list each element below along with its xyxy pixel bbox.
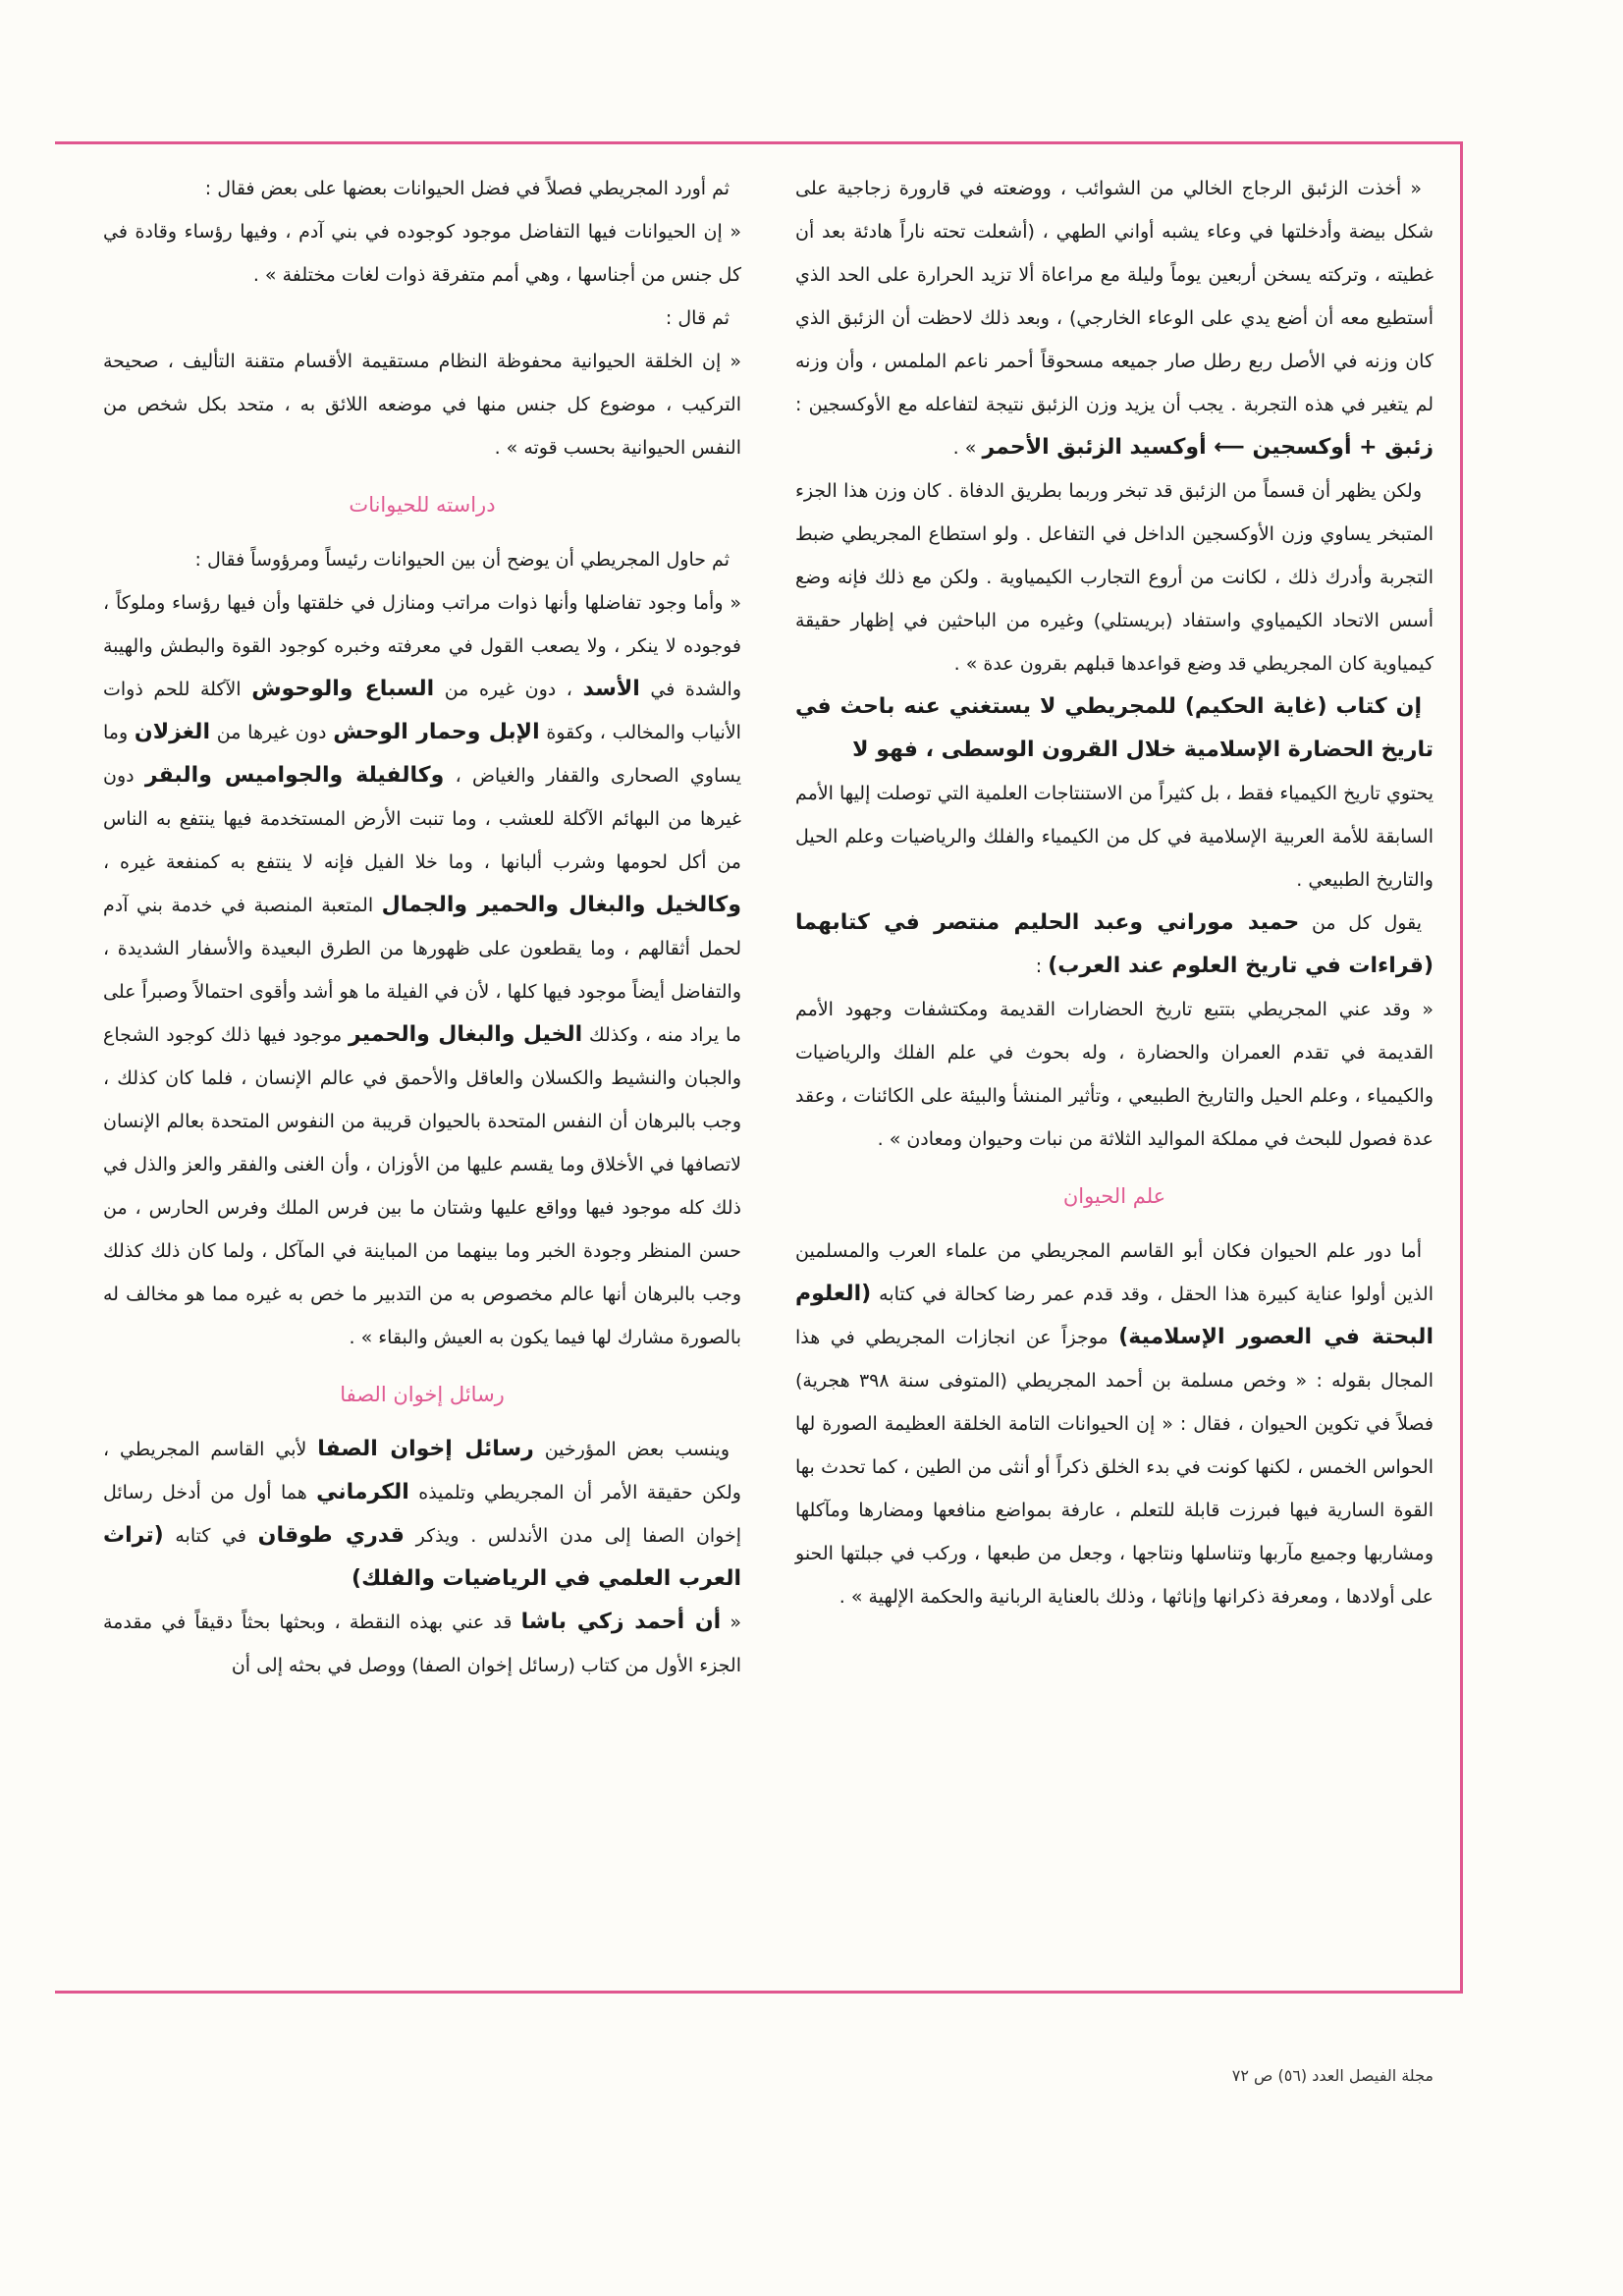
book-reference: (العلوم البحتة في العصور الإسلامية) <box>795 1282 1434 1349</box>
book-reference: حميد موراني وعبد الحليم منتصر في كتابهما (قراءات في تاريخ العلوم عند العرب) <box>795 910 1434 978</box>
quote-paragraph: « وأما وجود تفاضلها وأنها ذوات مراتب ومنازل في خلقتها وأن فيها رؤساء وملوكاً ، فوجوده لا ينكر ، ولا يصعب القول في معرفته وخبره كوجود القوة والبطش والهيبة والشدة في الأسد ، دون غيره من السباع والوحوش الآكلة للحم ذوات الأنياب والمخالب ، وكقوة الإبل وحمار الوحش دون غيرها من الغزلان وما يساوي الصحارى والقفار والغياض ، وكالفيلة والجواميس والبقر دون غيرها من البهائم الآكلة للعشب ، وما تنبت الأرض المستخدمة فيها ينتفع به الناس من أكل لحومها وشرب ألبانها ، وما خلا الفيل فإنه لا ينتفع به كمنفعة غيره ، وكالخيل والبغال والحمير والجمال المتعبة المنصبة في خدمة بني آدم لحمل أثقالهم ، وما يقطعون على ظهورها من الطرق البعيدة والأسفار الشديدة ، والتفاضل أيضاً موجود فيها كلها ، لأن في الفيلة ما هو أشد وأقوى احتمالاً وصبراً على ما يراد منه ، وكذلك الخيل والبغال والحمير موجود فيها ذلك كوجود الشجاع والجبان والنشيط والكسلان والعاقل والأحمق في عالم الإنسان ، فلما كان كذلك ، وجب بالبرهان أن النفس المتحدة بالحيوان قريبة من النفوس المتحدة بعالم الإنسان لاتصافها في الأخلاق وما يقسم عليها من الأوزان ، وأن الغنى والفقر والعز والذل في ذلك كله موجود فيها وواقع عليها وشتان ما بين فرس الملك وفرس الحارس ، من حسن المنظر وجودة الخبر وما بينهما من المباينة في المآكل ، ولما كان ذلك كذلك وجب بالبرهان أنها عالم مخصوص به من التدبير ما خص به غيره مما هو مخالف له بالصورة مشارك لها فيما يكون به العيش والبقاء » . <box>103 592 742 1348</box>
page-footer: مجلة الفيصل العدد (٥٦) ص ٧٢ <box>1231 2066 1434 2085</box>
highlight-paragraph: إن كتاب (غاية الحكيم) للمجريطي لا يستغني عنه باحث في تاريخ الحضارة الإسلامية خلال القرون الوسطى ، فهو لا <box>795 694 1434 762</box>
paragraph: ثم حاول المجريطي أن يوضح أن بين الحيوانات رئيساً ومرؤوساً فقال : <box>194 549 730 571</box>
quote-paragraph: « وقد عني المجريطي بتتبع تاريخ الحضارات القديمة ومكتشفات وجهود الأمم القديمة في تقدم العمران والحضارة ، وله بحوث في علم الفلك والرياضيات والكيمياء ، وعلم الحيل والتاريخ الطبيعي ، وتأثير المنشأ والبيئة على الكائنات ، وعقد عدة فصول للبحث في مملكة المواليد الثلاثة من نبات وحيوان ومعادن » . <box>795 999 1434 1150</box>
paragraph: ثم قال : <box>665 307 730 329</box>
paragraph: ولكن يظهر أن قسماً من الزئبق قد تبخر وربما بطريق الدفاة . كان وزن هذا الجزء المتبخر يساوي وزن الأوكسجين الداخل في التفاعل . ولو استطاع المجريطي ضبط التجربة وأدرك ذلك ، لكانت من أروع التجارب الكيمياوية . ولكن مع ذلك فإنه وضع أسس الاتحاد الكيمياوي واستفاد (بريستلي) وغيره من الباحثين في إظهار حقيقة كيمياوية كان المجريطي قد وضع قواعدها قبلهم بقرون عدة » . <box>795 480 1434 675</box>
section-heading: علم الحيوان <box>1062 1184 1166 1208</box>
section-heading: رسائل إخوان الصفا <box>340 1383 505 1406</box>
paragraph: « أخذت الزئبق الرجاج الخالي من الشوائب ، ووضعته في قارورة زجاجية على شكل بيضة وأدخلتها في وعاء يشبه أواني الطهي ، (أشعلت تحته ناراً هادئة بعد أن غطيته ، وتركته يسخن أربعين يوماً وليلة مع مراعاة ألا تزيد الحرارة على الحد الذي أستطيع معه أن أضع يدي على الوعاء الخارجي) ، وبعد ذلك لاحظت أن الزئبق الذي كان وزنه في الأصل ربع رطل صار جميعه مسحوقاً أحمر ناعم الملمس ، وأن وزنه لم يتغير في هذه التجربة . يجب أن يزيد وزن الزئبق نتيجة لتفاعله مع الأوكسجين : زئبق + أوكسجين ⟵ أوكسيد الزئبق الأحمر » . <box>795 178 1434 460</box>
left-column <box>103 167 741 1687</box>
chemical-equation: زئبق + أوكسجين ⟵ أوكسيد الزئبق الأحمر <box>982 435 1434 460</box>
quote-paragraph: « أن أحمد زكي باشا قد عني بهذه النقطة ، وبحثها بحثاً دقيقاً في مقدمة الجزء الأول من كتاب (رسائل إخوان الصفا) ووصل في بحثه إلى أن <box>103 1610 741 1676</box>
paragraph: أما دور علم الحيوان فكان أبو القاسم المجريطي من علماء العرب والمسلمين الذين أولوا عناية كبيرة هذا الحقل ، وقد قدم عمر رضا كحالة في كتابه (العلوم البحتة في العصور الإسلامية) موجزاً عن انجازات المجريطي في هذا المجال بقوله : « وخص مسلمة بن أحمد المجريطي (المتوفى سنة ٣٩٨ هجرية) فصلاً في تكوين الحيوان ، فقال : « إن الحيوانات التامة الخلقة العظيمة الصورة لها الحواس الخمس ، لكنها كونت في بدء الخلق ذكراً أو أنثى من الطين ، كما تحدث بها القوة السارية فيها فبرزت قابلة للتعلم ، عارفة بمواضع منافعها ومضارها ومآكلها ومشاربها وجميع مآربها وتناسلها ونتاجها ، وجعل من طبعها ، وركب في جبلتها الحنو على أولادها ، ومعرفة ذكرانها وإناثها ، وذلك بالعناية الربانية والحكمة الإلهية » . <box>795 1240 1434 1608</box>
section-heading: دراسته للحيوانات <box>349 493 496 517</box>
quote-paragraph: « إن الحيوانات فيها التفاضل موجود كوجوده في بني آدم ، وفيها رؤساء وقادة في كل جنس من أجناسها ، وهي أمم متفرقة ذوات لغات مختلفة » . <box>103 221 741 286</box>
paragraph: وينسب بعض المؤرخين رسائل إخوان الصفا لأبي القاسم المجريطي ، ولكن حقيقة الأمر أن المجريطي وتلميذه الكرماني هما أول من أدخل رسائل إخوان الصفا إلى مدن الأندلس . ويذكر قدري طوقان في كتابه (تراث العرب العلمي في الرياضيات والفلك) <box>103 1437 742 1591</box>
paragraph: يحتوي تاريخ الكيمياء فقط ، بل كثيراً من الاستنتاجات العلمية التي توصلت إليها الأمم السابقة للأمة العربية الإسلامية في كل من الكيمياء والفلك والرياضيات وعلم الحيل والتاريخ الطبيعي . <box>795 783 1434 891</box>
quote-paragraph: « إن الخلقة الحيوانية محفوظة النظام مستقيمة الأقسام متقنة التأليف ، صحيحة التركيب ، موضوع كل جنس منها في موضعه اللائق به ، متحد بكل شخص من النفس الحيوانية بحسب قوته » . <box>103 351 741 459</box>
paragraph: ثم أورد المجريطي فصلاً في فضل الحيوانات بعضها على بعض فقال : <box>204 178 730 199</box>
right-column <box>795 167 1434 1618</box>
paragraph: يقول كل من حميد موراني وعبد الحليم منتصر في كتابهما (قراءات في تاريخ العلوم عند العرب) : <box>795 910 1434 978</box>
